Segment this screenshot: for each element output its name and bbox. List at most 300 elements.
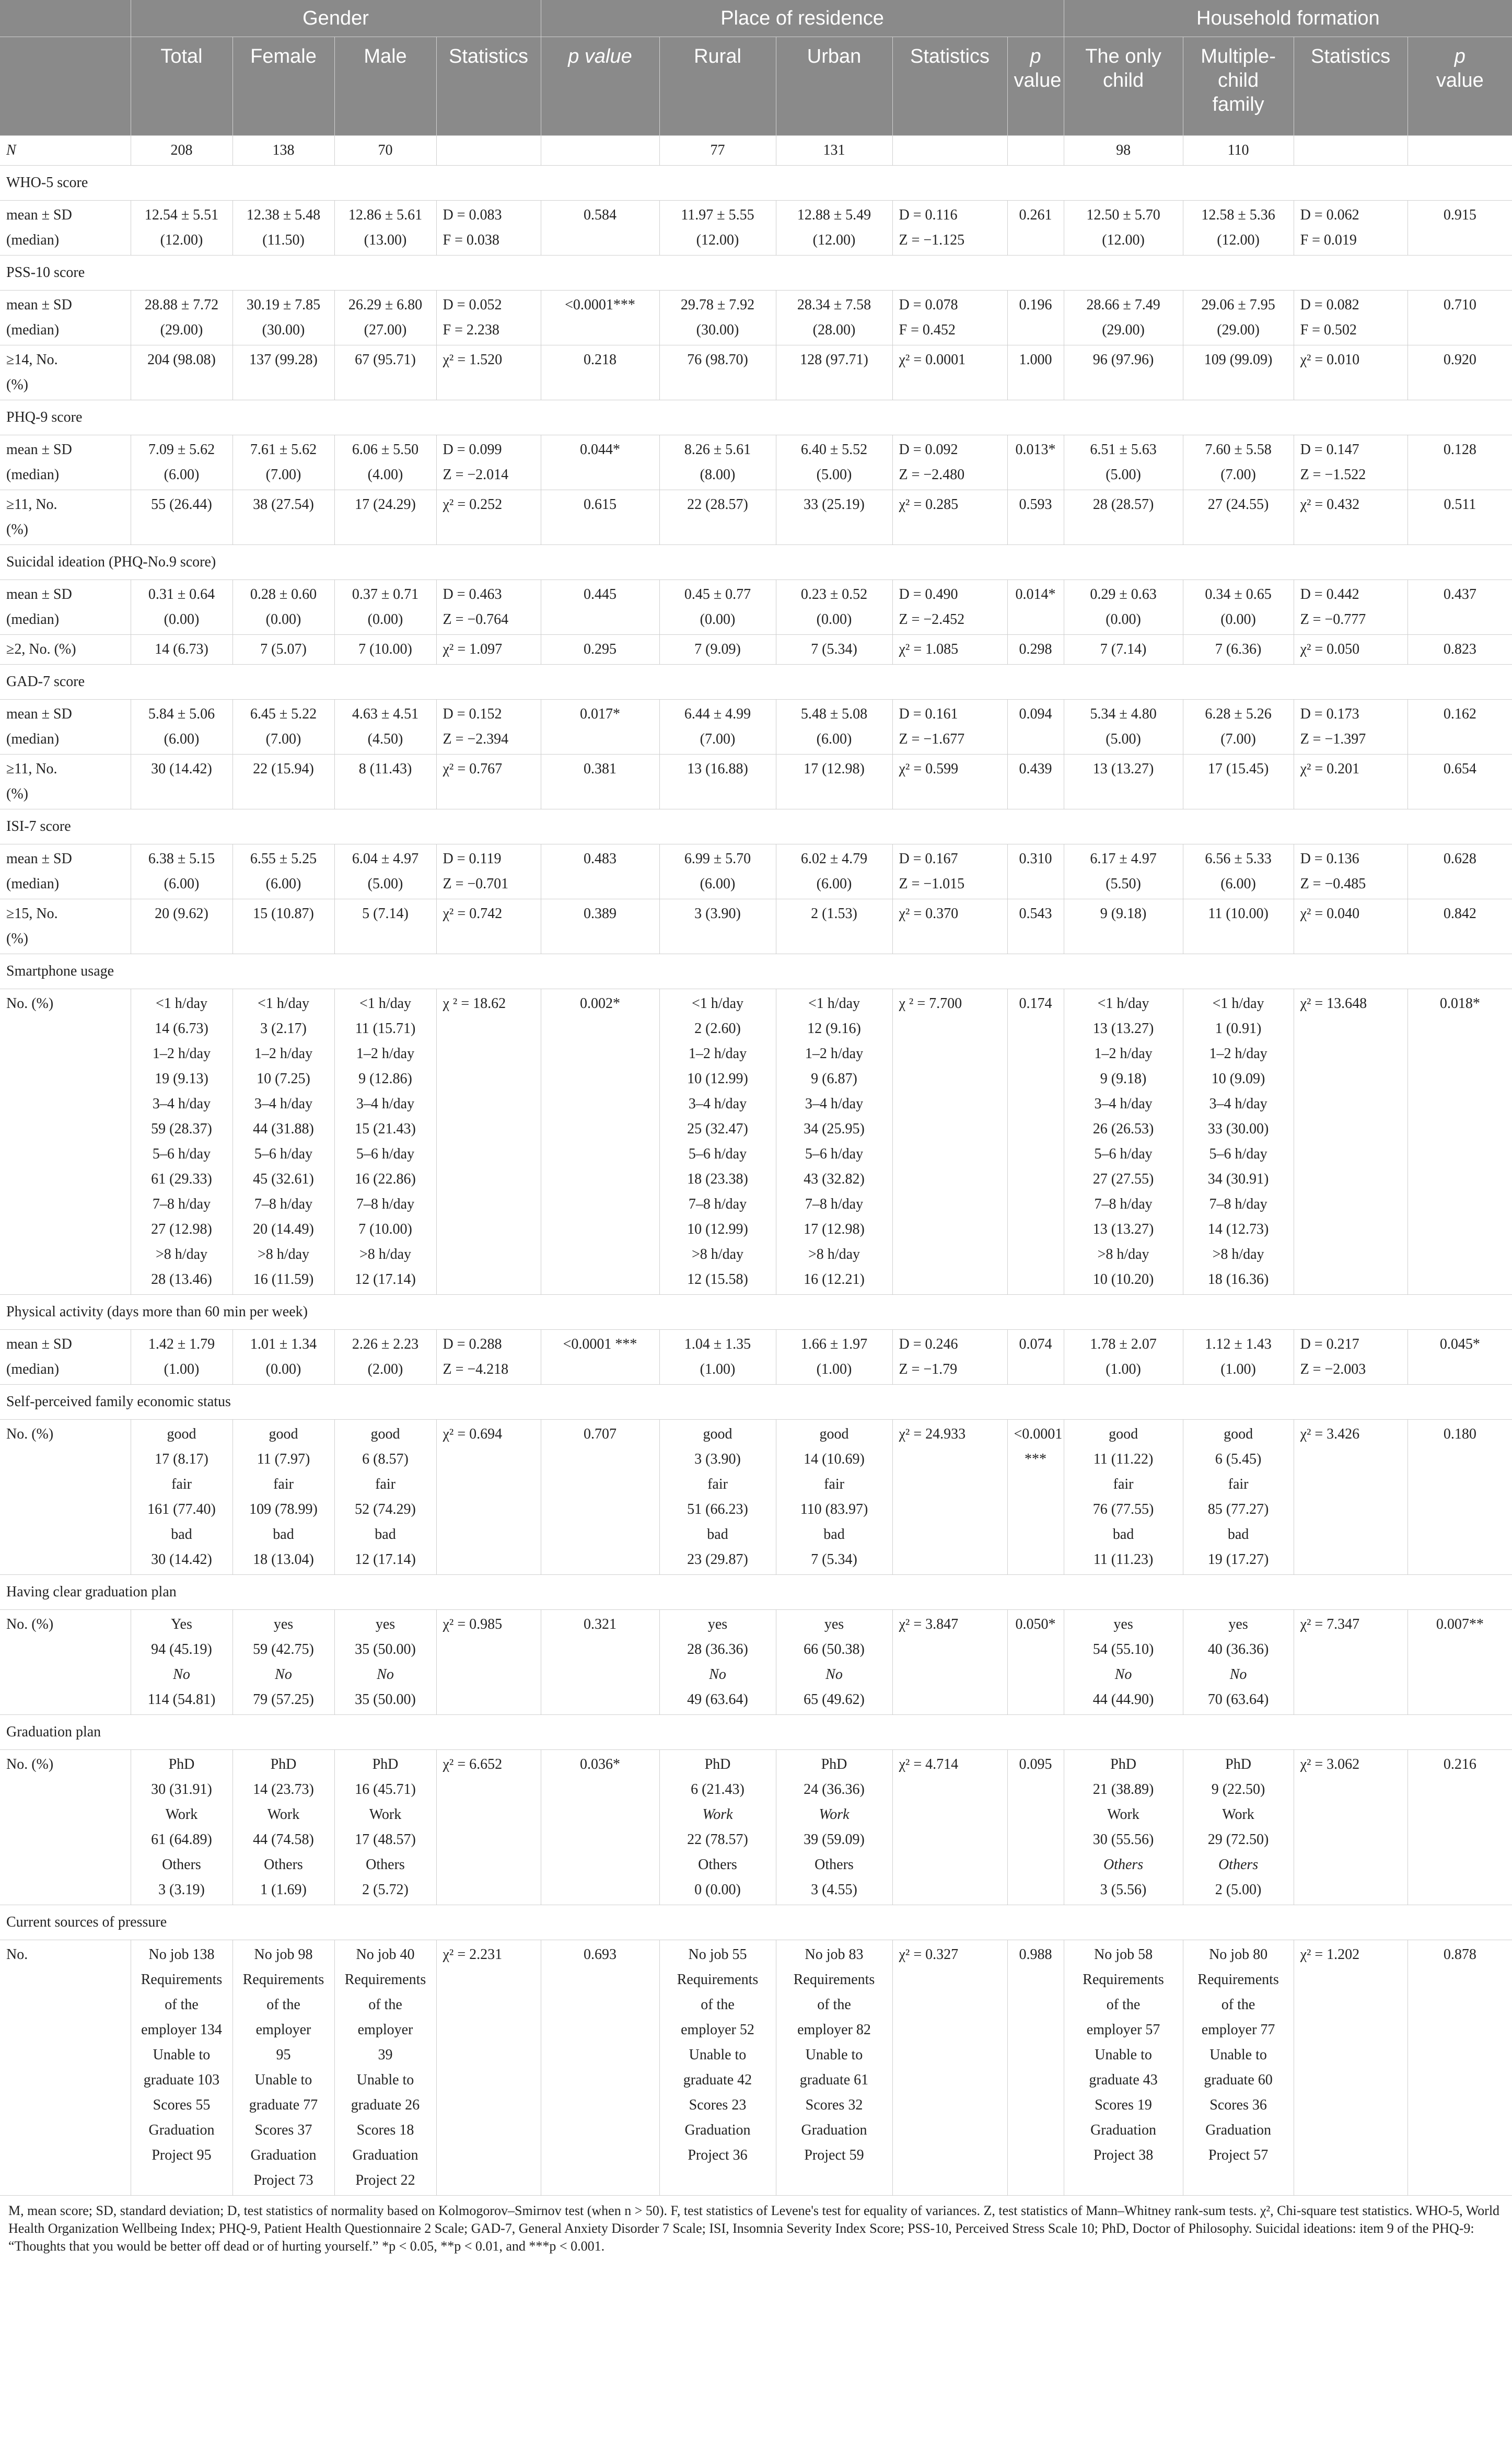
cell-line: (6.00) — [164, 467, 200, 483]
row-label — [0, 1750, 131, 1905]
cell-h-stat: χ² = 0.050 — [1294, 635, 1408, 665]
cell-line: <1 h/day — [692, 995, 743, 1012]
cell-line: D = 0.082 — [1300, 297, 1359, 313]
cell-line: 6.38 ± 5.15 — [148, 851, 215, 867]
cell-line: 12 (17.14) — [355, 1271, 416, 1288]
cell-male — [334, 580, 436, 635]
cell-line: 5–6 h/day — [152, 1146, 211, 1162]
cell-line: Others — [815, 1857, 854, 1873]
cell-rural — [659, 435, 776, 490]
cell-line: 23 (29.87) — [687, 1551, 748, 1568]
table-row — [0, 899, 1512, 954]
cell-r-stat: χ² = 0.0001 — [892, 345, 1007, 400]
section-label: Self-perceived family economic status — [0, 1385, 1512, 1420]
section-pressure — [0, 1905, 1512, 1940]
cell-line: >8 h/day — [359, 1246, 411, 1262]
row-label-line: No. (%) — [6, 1756, 54, 1772]
cell-line: Requirements — [1083, 1972, 1164, 1988]
cell-urban — [776, 580, 892, 635]
cell-line: D = 0.116 — [899, 207, 958, 223]
cell-line: 27 (27.55) — [1092, 1171, 1154, 1187]
cell-line: 33 (30.00) — [1207, 1121, 1269, 1137]
cell-line: 39 (59.09) — [804, 1831, 865, 1848]
cell-only: 7 (7.14) — [1064, 635, 1183, 665]
row-label — [0, 1940, 131, 2196]
cell-line: No — [275, 1666, 292, 1683]
cell-line: 7–8 h/day — [805, 1196, 864, 1212]
cell-line: 14 (12.73) — [1207, 1221, 1269, 1237]
cell-line: 0.37 ± 0.71 — [352, 586, 419, 602]
cell-total — [131, 1940, 232, 2196]
cell-line: (28.00) — [812, 322, 856, 338]
cell-line: good — [703, 1426, 732, 1442]
cell-line: 1–2 h/day — [805, 1046, 864, 1062]
cell-multi — [1183, 1610, 1294, 1715]
cell-male — [334, 1940, 436, 2196]
cell-line: 1–2 h/day — [1094, 1046, 1153, 1062]
cell-line: (5.00) — [1106, 731, 1141, 747]
cell-female: 15 (10.87) — [232, 899, 334, 954]
cell-line: Z = −0.485 — [1300, 876, 1366, 892]
cell-line: Z = −2.452 — [899, 611, 965, 628]
cell-h-p: 0.920 — [1408, 345, 1512, 400]
header-multiple-child: Multiple- child family — [1183, 37, 1294, 136]
cell-rural: 13 (16.88) — [659, 755, 776, 809]
cell-r-stat — [892, 580, 1007, 635]
cell-line: Work — [165, 1806, 198, 1823]
cell-total: 30 (14.42) — [131, 755, 232, 809]
cell-female — [232, 1610, 334, 1715]
cell-line: 3 (2.17) — [260, 1021, 307, 1037]
cell-r-stat — [892, 844, 1007, 899]
cell-line: Scores 32 — [805, 2097, 863, 2113]
cell-male — [334, 1420, 436, 1575]
cell-urban — [776, 1750, 892, 1905]
cell-line: 6.55 ± 5.25 — [250, 851, 317, 867]
cell-line: Z = −2.003 — [1300, 1361, 1366, 1377]
cell-line: No job 80 — [1209, 1946, 1268, 1963]
n-multi: 110 — [1183, 136, 1294, 166]
cell-line: *** — [1025, 1451, 1047, 1467]
section-label: Smartphone usage — [0, 954, 1512, 989]
cell-line: (7.00) — [1220, 731, 1256, 747]
cell-line: 6.99 ± 5.70 — [684, 851, 751, 867]
cell-line: Z = −1.522 — [1300, 467, 1366, 483]
cell-g-stat: χ² = 1.520 — [436, 345, 541, 400]
cell-line: 24 (36.36) — [804, 1781, 865, 1798]
cell-line: Z = −1.125 — [899, 232, 965, 248]
cell-g-p: 0.483 — [541, 844, 659, 899]
cell-h-stat: χ² = 0.201 — [1294, 755, 1408, 809]
cell-line: employer 52 — [681, 2022, 754, 2038]
cell-line: (5.50) — [1106, 876, 1141, 892]
cell-line: Graduation — [1090, 2122, 1157, 2138]
cell-line: 43 (32.82) — [804, 1171, 865, 1187]
cell-line: 10 (12.99) — [687, 1221, 748, 1237]
cell-line: 6.28 ± 5.26 — [1205, 706, 1272, 722]
cell-line: <1 h/day — [1212, 995, 1264, 1012]
cell-line: 161 (77.40) — [147, 1501, 216, 1517]
cell-h-stat: χ² = 7.347 — [1294, 1610, 1408, 1715]
row-label — [0, 345, 131, 400]
cell-line: Project 59 — [804, 2147, 864, 2163]
cell-line: Z = −0.701 — [443, 876, 509, 892]
cell-male: 8 (11.43) — [334, 755, 436, 809]
cell-line: 10 (9.09) — [1211, 1071, 1265, 1087]
cell-line: (6.00) — [816, 876, 852, 892]
cell-line: D = 0.099 — [443, 442, 502, 458]
cell-line: (12.00) — [160, 232, 203, 248]
n-female: 138 — [232, 136, 334, 166]
cell-line: fair — [707, 1476, 728, 1492]
cell-only — [1064, 1330, 1183, 1385]
cell-g-stat: χ² = 0.742 — [436, 899, 541, 954]
cell-line: Scores 36 — [1209, 2097, 1267, 2113]
cell-h-stat — [1294, 580, 1408, 635]
cell-line: (30.00) — [696, 322, 739, 338]
cell-line: Requirements — [793, 1972, 875, 1988]
cell-g-p: <0.0001*** — [541, 291, 659, 345]
cell-line: 3–4 h/day — [688, 1096, 747, 1112]
section-label: Having clear graduation plan — [0, 1575, 1512, 1610]
cell-line: PhD — [372, 1756, 399, 1772]
cell-h-stat: χ² = 1.202 — [1294, 1940, 1408, 2196]
row-label-line: (median) — [6, 731, 60, 747]
cell-female — [232, 700, 334, 755]
cell-line: D = 0.167 — [899, 851, 958, 867]
cell-line: D = 0.136 — [1300, 851, 1359, 867]
header-group-residence: Place of residence — [541, 0, 1064, 37]
cell-line: graduate 60 — [1204, 2072, 1273, 2088]
cell-line: 44 (74.58) — [253, 1831, 314, 1848]
cell-h-p: 0.437 — [1408, 580, 1512, 635]
cell-line: Z = −1.677 — [899, 731, 965, 747]
cell-line: 1–2 h/day — [152, 1046, 211, 1062]
header-total: Total — [131, 37, 232, 136]
cell-line: 59 (28.37) — [151, 1121, 212, 1137]
cell-line: 6.06 ± 5.50 — [352, 442, 419, 458]
cell-g-stat: χ² = 1.097 — [436, 635, 541, 665]
cell-multi — [1183, 1750, 1294, 1905]
cell-line: 51 (66.23) — [687, 1501, 748, 1517]
cell-line: Requirements — [677, 1972, 759, 1988]
cell-g-stat: χ² = 0.767 — [436, 755, 541, 809]
cell-r-stat: χ² = 24.933 — [892, 1420, 1007, 1575]
cell-line: (6.00) — [700, 876, 736, 892]
cell-r-p: 0.095 — [1007, 1750, 1064, 1905]
header-blank-2 — [0, 37, 131, 136]
header-statistics: Statistics — [436, 37, 541, 136]
cell-g-stat: χ² = 0.694 — [436, 1420, 541, 1575]
cell-line: 44 (31.88) — [253, 1121, 314, 1137]
cell-line: bad — [273, 1526, 294, 1543]
cell-line: Unable to — [689, 2047, 747, 2063]
cell-urban — [776, 844, 892, 899]
row-label-line: ≥2, No. (%) — [6, 641, 76, 657]
cell-h-stat — [1294, 1330, 1408, 1385]
cell-line: 35 (50.00) — [355, 1691, 416, 1708]
cell-line: 7–8 h/day — [1209, 1196, 1267, 1212]
cell-only: 96 (97.96) — [1064, 345, 1183, 400]
cell-h-stat: χ² = 13.648 — [1294, 989, 1408, 1295]
cell-line: 95 — [276, 2047, 291, 2063]
cell-line: (7.00) — [700, 731, 736, 747]
cell-line: Work — [1107, 1806, 1139, 1823]
cell-line: (1.00) — [1220, 1361, 1256, 1377]
row-label-line: mean ± SD — [6, 1336, 72, 1352]
cell-line: Z = −1.79 — [899, 1361, 958, 1377]
cell-line: 85 (77.27) — [1207, 1501, 1269, 1517]
row-label — [0, 435, 131, 490]
cell-line: 9 (22.50) — [1211, 1781, 1265, 1798]
cell-r-p — [1007, 1420, 1064, 1575]
cell-line: (6.00) — [164, 876, 200, 892]
cell-line: Project 57 — [1208, 2147, 1269, 2163]
cell-line: 5–6 h/day — [805, 1146, 864, 1162]
cell-line: 12.54 ± 5.51 — [144, 207, 219, 223]
cell-h-p: 0.511 — [1408, 490, 1512, 545]
cell-multi: 17 (15.45) — [1183, 755, 1294, 809]
cell-multi — [1183, 580, 1294, 635]
cell-line: 1.04 ± 1.35 — [684, 1336, 751, 1352]
cell-r-p: 0.196 — [1007, 291, 1064, 345]
cell-male — [334, 1750, 436, 1905]
cell-line: 17 (8.17) — [155, 1451, 208, 1467]
row-label-line: mean ± SD — [6, 586, 72, 602]
cell-line: 30 (14.42) — [151, 1551, 212, 1568]
header-only-child: The only child — [1064, 37, 1183, 136]
cell-line: (0.00) — [367, 611, 403, 628]
cell-line: 13 (13.27) — [1092, 1221, 1154, 1237]
cell-line: 1.66 ± 1.97 — [800, 1336, 868, 1352]
cell-line: Z = −0.777 — [1300, 611, 1366, 628]
cell-line: 7.61 ± 5.62 — [250, 442, 317, 458]
n-g-stat — [436, 136, 541, 166]
cell-line: of the — [817, 1997, 851, 2013]
cell-line: PhD — [1110, 1756, 1136, 1772]
cell-rural: 3 (3.90) — [659, 899, 776, 954]
cell-male: 7 (10.00) — [334, 635, 436, 665]
cell-line: (1.00) — [816, 1361, 852, 1377]
cell-total — [131, 291, 232, 345]
cell-line: graduate 43 — [1089, 2072, 1158, 2088]
cell-g-p: 0.445 — [541, 580, 659, 635]
cell-urban — [776, 1420, 892, 1575]
cell-line: graduate 77 — [249, 2097, 318, 2113]
cell-line: 0.45 ± 0.77 — [684, 586, 751, 602]
cell-line: (6.00) — [164, 731, 200, 747]
cell-total — [131, 700, 232, 755]
cell-line: fair — [273, 1476, 294, 1492]
n-label: N — [0, 136, 131, 166]
cell-line: 22 (78.57) — [687, 1831, 748, 1848]
cell-line: Z = −0.764 — [443, 611, 509, 628]
cell-line: 70 (63.64) — [1207, 1691, 1269, 1708]
cell-total: 204 (98.08) — [131, 345, 232, 400]
table-row — [0, 755, 1512, 809]
cell-g-p: 0.389 — [541, 899, 659, 954]
cell-only — [1064, 844, 1183, 899]
cell-urban — [776, 435, 892, 490]
cell-h-p: 0.007** — [1408, 1610, 1512, 1715]
cell-female — [232, 435, 334, 490]
cell-line: 12 (15.58) — [687, 1271, 748, 1288]
section-pss10 — [0, 256, 1512, 291]
cell-line: D = 0.152 — [443, 706, 502, 722]
cell-line: Requirements — [242, 1972, 324, 1988]
cell-line: Z = −4.218 — [443, 1361, 509, 1377]
cell-line: Others — [162, 1857, 201, 1873]
cell-rural: 76 (98.70) — [659, 345, 776, 400]
cell-line: 26.29 ± 6.80 — [348, 297, 423, 313]
cell-r-p: 0.074 — [1007, 1330, 1064, 1385]
cell-line: Others — [366, 1857, 405, 1873]
cell-line: bad — [707, 1526, 728, 1543]
cell-line: graduate 42 — [683, 2072, 752, 2088]
cell-line: bad — [171, 1526, 192, 1543]
cell-male — [334, 201, 436, 256]
cell-line: 0.23 ± 0.52 — [800, 586, 868, 602]
cell-female — [232, 844, 334, 899]
cell-only — [1064, 1610, 1183, 1715]
row-label-line: (median) — [6, 876, 60, 892]
cell-line: 19 (9.13) — [155, 1071, 208, 1087]
section-physical — [0, 1295, 1512, 1330]
cell-line: PhD — [704, 1756, 731, 1772]
cell-male — [334, 1330, 436, 1385]
cell-line: 0 (0.00) — [694, 1882, 741, 1898]
cell-male — [334, 435, 436, 490]
cell-line: graduate 103 — [143, 2072, 220, 2088]
n-r-stat — [892, 136, 1007, 166]
cell-multi — [1183, 1420, 1294, 1575]
cell-line: 49 (63.64) — [687, 1691, 748, 1708]
cell-line: 6.40 ± 5.52 — [800, 442, 868, 458]
cell-line: 2 (5.00) — [1215, 1882, 1262, 1898]
cell-line: (5.00) — [816, 467, 852, 483]
cell-g-p: <0.0001 *** — [541, 1330, 659, 1385]
cell-r-stat — [892, 291, 1007, 345]
cell-line: 4.63 ± 4.51 — [352, 706, 419, 722]
cell-h-p: 0.842 — [1408, 899, 1512, 954]
cell-line: D = 0.147 — [1300, 442, 1359, 458]
cell-r-p: 0.298 — [1007, 635, 1064, 665]
cell-line: 59 (42.75) — [253, 1641, 314, 1657]
cell-multi — [1183, 435, 1294, 490]
cell-line: 2 (2.60) — [694, 1021, 741, 1037]
table-body — [0, 136, 1512, 2196]
cell-multi — [1183, 201, 1294, 256]
cell-r-stat — [892, 700, 1007, 755]
cell-line: D = 0.463 — [443, 586, 502, 602]
cell-line: Project 22 — [355, 2172, 415, 2188]
cell-r-stat: χ² = 1.085 — [892, 635, 1007, 665]
cell-line: 10 (10.20) — [1092, 1271, 1154, 1288]
cell-rural — [659, 700, 776, 755]
cell-line: Requirements — [1197, 1972, 1279, 1988]
cell-line: 61 (64.89) — [151, 1831, 212, 1848]
cell-line: Graduation — [352, 2147, 418, 2163]
cell-line: 52 (74.29) — [355, 1501, 416, 1517]
cell-line: 7–8 h/day — [254, 1196, 313, 1212]
cell-line: 6.17 ± 4.97 — [1090, 851, 1157, 867]
cell-line: 5–6 h/day — [1094, 1146, 1153, 1162]
cell-line: 6.02 ± 4.79 — [800, 851, 868, 867]
cell-line: 26 (26.53) — [1092, 1121, 1154, 1137]
cell-female: 7 (5.07) — [232, 635, 334, 665]
cell-multi: 7 (6.36) — [1183, 635, 1294, 665]
cell-female — [232, 1420, 334, 1575]
cell-total — [131, 580, 232, 635]
cell-line: Project 73 — [253, 2172, 313, 2188]
row-label-line: (%) — [6, 786, 28, 802]
cell-h-p: 0.823 — [1408, 635, 1512, 665]
cell-line: 2 (5.72) — [362, 1882, 409, 1898]
cell-line: Z = −1.015 — [899, 876, 965, 892]
cell-total — [131, 435, 232, 490]
cell-line: D = 0.083 — [443, 207, 502, 223]
cell-line: of the — [1221, 1997, 1255, 2013]
cell-line: D = 0.078 — [899, 297, 958, 313]
cell-male: 5 (7.14) — [334, 899, 436, 954]
cell-g-stat — [436, 844, 541, 899]
cell-urban — [776, 201, 892, 256]
cell-male — [334, 291, 436, 345]
cell-line: >8 h/day — [156, 1246, 207, 1262]
cell-line: Scores 55 — [153, 2097, 211, 2113]
cell-r-p: 0.094 — [1007, 700, 1064, 755]
section-economic — [0, 1385, 1512, 1420]
n-h-p — [1408, 136, 1512, 166]
cell-female: 38 (27.54) — [232, 490, 334, 545]
cell-line: (13.00) — [364, 232, 407, 248]
section-label: Physical activity (days more than 60 min per week) — [0, 1295, 1512, 1330]
cell-line: 7–8 h/day — [152, 1196, 211, 1212]
cell-r-stat: χ² = 0.599 — [892, 755, 1007, 809]
cell-urban: 7 (5.34) — [776, 635, 892, 665]
cell-line: (12.00) — [1102, 232, 1145, 248]
cell-line: Project 38 — [1093, 2147, 1154, 2163]
row-label-line: (median) — [6, 1361, 60, 1377]
cell-line: yes — [375, 1616, 396, 1632]
cell-r-p: 0.014* — [1007, 580, 1064, 635]
cell-line: 109 (78.99) — [249, 1501, 318, 1517]
cell-line: 12.38 ± 5.48 — [246, 207, 321, 223]
n-row — [0, 136, 1512, 166]
cell-line: 54 (55.10) — [1092, 1641, 1154, 1657]
cell-line: 21 (38.89) — [1092, 1781, 1154, 1798]
row-label — [0, 580, 131, 635]
cell-only — [1064, 1750, 1183, 1905]
cell-line: (27.00) — [364, 322, 407, 338]
cell-line: 12.50 ± 5.70 — [1086, 207, 1160, 223]
cell-g-p: 0.002* — [541, 989, 659, 1295]
cell-line: 1–2 h/day — [1209, 1046, 1267, 1062]
cell-g-p: 0.036* — [541, 1750, 659, 1905]
cell-g-p: 0.615 — [541, 490, 659, 545]
cell-line: fair — [824, 1476, 844, 1492]
cell-female — [232, 580, 334, 635]
row-label — [0, 1330, 131, 1385]
cell-only: 13 (13.27) — [1064, 755, 1183, 809]
cell-only — [1064, 1420, 1183, 1575]
table-row — [0, 1610, 1512, 1715]
cell-line: 10 (12.99) — [687, 1071, 748, 1087]
cell-g-p: 0.707 — [541, 1420, 659, 1575]
cell-line: employer 57 — [1086, 2022, 1160, 2038]
cell-line: bad — [375, 1526, 396, 1543]
header-group-gender: Gender — [131, 0, 541, 37]
